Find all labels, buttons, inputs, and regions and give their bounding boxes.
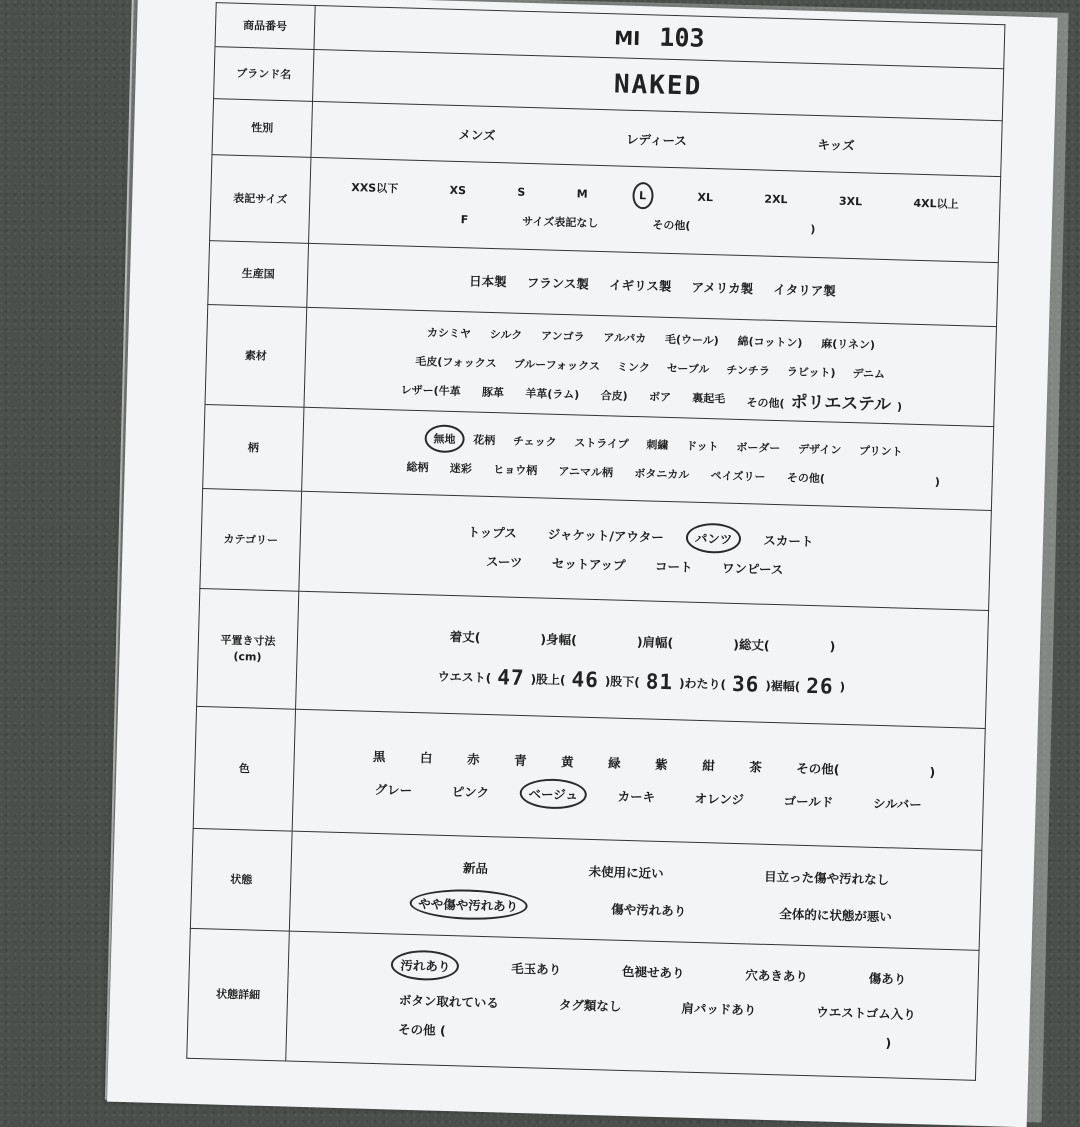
product-number-label: 商品番号 <box>215 3 315 50</box>
material-option: ボア <box>648 389 672 404</box>
material-option: ラビット) <box>786 364 836 380</box>
color-option: ピンク <box>451 784 490 801</box>
color-options <box>292 709 985 850</box>
material-option: アルパカ <box>603 330 647 345</box>
material-option: 毛皮(フォックス <box>415 354 497 370</box>
measure-close: ) <box>829 638 836 654</box>
color-option: シルバー <box>872 795 922 813</box>
material-option: レザー(牛革 <box>400 382 461 398</box>
gender-option: キッズ <box>817 136 855 153</box>
size-option: F <box>460 212 469 226</box>
condition-detail-label: 状態詳細 <box>187 928 290 1061</box>
measure-length: 着丈( <box>449 628 481 645</box>
condition-detail-option: 穴あきあり <box>745 966 809 984</box>
category-option: セットアップ <box>551 555 626 573</box>
material-option: ミンク <box>616 360 650 374</box>
form-sheet <box>107 0 1058 1127</box>
inseam-label: )股下( <box>604 673 640 689</box>
inseam-value: 81 <box>645 669 674 695</box>
rise-label: )股上( <box>530 671 566 687</box>
color-option: オレンジ <box>694 790 745 808</box>
pattern-option: ボーダー <box>736 440 781 456</box>
category-option-selected: パンツ <box>694 530 733 547</box>
material-label: 素材 <box>205 305 307 408</box>
measure-total-length: )総丈( <box>733 636 770 653</box>
material-option: シルク <box>489 327 523 342</box>
waist-value: 47 <box>496 665 525 691</box>
condition-detail-option: 毛玉あり <box>511 960 562 977</box>
pants-measurements <box>298 660 985 703</box>
material-option: 合皮) <box>600 388 628 403</box>
material-other: その他( ポリエステル ) <box>746 392 903 416</box>
condition-detail-other: その他 () <box>397 1021 892 1051</box>
size-label: 表記サイズ <box>210 155 311 244</box>
product-form <box>186 2 1005 1081</box>
size-option: 4XL以上 <box>913 196 959 211</box>
country-option: 日本製 <box>468 272 507 289</box>
material-option: 豚革 <box>481 385 505 399</box>
color-option: 紫 <box>654 756 668 773</box>
pattern-option: 迷彩 <box>449 461 473 476</box>
color-option: 紺 <box>702 758 715 774</box>
condition-detail-option: 肩パッドあり <box>681 1000 757 1018</box>
measurements-fields <box>296 591 989 728</box>
waist-label: ウエスト( <box>437 669 492 685</box>
pattern-option: デザイン <box>797 442 842 457</box>
condition-detail-option: 色褪せあり <box>621 963 685 981</box>
thigh-label: )わたり( <box>678 675 727 692</box>
category-option: ワンピース <box>721 560 784 578</box>
color-label: 色 <box>193 706 295 831</box>
measure-width: )身幅( <box>540 630 578 648</box>
condition-option-selected: やや傷や汚れあり <box>418 896 519 914</box>
country-option: アメリカ製 <box>691 279 754 296</box>
pattern-other: その他( ) <box>786 471 941 489</box>
hem-label: )裾幅( <box>765 678 801 694</box>
size-option: S <box>517 185 526 199</box>
material-option: ブルーフォックス <box>513 357 601 373</box>
thigh-value: 36 <box>731 671 760 697</box>
pattern-option: アニマル柄 <box>558 464 614 480</box>
size-other: その他( ) <box>652 218 816 237</box>
product-number-handwritten: 103 <box>658 22 705 53</box>
product-number-printed: MI <box>613 27 641 51</box>
category-option: トップス <box>467 524 517 541</box>
pattern-option: 総柄 <box>406 460 429 475</box>
hem-value: 26 <box>805 673 834 699</box>
color-option: カーキ <box>617 788 656 805</box>
color-option: 緑 <box>607 755 621 771</box>
condition-options <box>289 831 982 950</box>
material-option: 羊革(ラム) <box>525 386 580 401</box>
condition-label: 状態 <box>190 828 292 931</box>
condition-option: 目立った傷や汚れなし <box>763 868 890 888</box>
color-option: グレー <box>374 781 413 798</box>
color-option: 白 <box>419 750 433 766</box>
color-option: 黒 <box>372 748 386 765</box>
color-option-selected: ベージュ <box>528 786 579 803</box>
category-option: ジャケット/アウター <box>547 526 664 545</box>
condition-detail-option: ウエストゴム入り <box>816 1003 916 1022</box>
size-option: サイズ表記なし <box>522 214 599 230</box>
gender-option: レディース <box>625 131 688 148</box>
measurements-label: 平置き寸法 (cm) <box>197 588 299 709</box>
size-option: M <box>576 186 588 201</box>
condition-detail-options <box>286 931 979 1080</box>
brand-handwritten: NAKED <box>613 68 703 102</box>
color-option: 青 <box>513 752 527 769</box>
gender-label: 性別 <box>212 99 313 158</box>
category-option: スーツ <box>485 553 523 570</box>
brand-label: ブランド名 <box>214 47 314 102</box>
pattern-option: チェック <box>512 434 557 449</box>
pattern-option: ペイズリー <box>710 469 766 484</box>
material-option: デニム <box>852 366 886 381</box>
condition-option: 全体的に状態が悪い <box>779 906 893 925</box>
measure-end: ) <box>839 679 846 695</box>
measure-shoulder: )肩幅( <box>636 633 674 650</box>
size-option: XL <box>697 190 714 204</box>
material-option: カシミヤ <box>426 325 472 340</box>
pattern-label: 柄 <box>203 405 304 492</box>
category-option: コート <box>654 558 693 575</box>
country-option: フランス製 <box>526 274 590 292</box>
rise-value: 46 <box>571 667 600 693</box>
category-options <box>299 491 992 610</box>
color-option: 黄 <box>560 754 574 770</box>
pattern-option: 刺繍 <box>646 438 669 452</box>
pattern-option-selected: 無地 <box>433 432 456 447</box>
category-option: スカート <box>763 532 814 550</box>
pattern-option: ボタニカル <box>634 467 690 482</box>
country-option: イギリス製 <box>608 276 672 294</box>
country-label: 生産国 <box>208 241 309 308</box>
size-option: XXS以下 <box>351 181 399 196</box>
material-other-handwritten: ポリエステル <box>790 392 892 416</box>
country-option: イタリア製 <box>773 281 836 299</box>
condition-detail-option: ボタン取れている <box>398 992 500 1010</box>
pattern-option: ストライプ <box>574 436 629 451</box>
condition-detail-option-selected: 汚れあり <box>400 957 451 974</box>
pattern-option: プリント <box>858 444 903 459</box>
size-option: 2XL <box>764 192 788 206</box>
color-option: ゴールド <box>783 793 834 810</box>
pattern-option: ドット <box>685 439 719 454</box>
color-other: その他( ) <box>796 760 936 780</box>
material-option: アンゴラ <box>540 328 585 344</box>
size-option-selected: L <box>638 188 647 202</box>
condition-option: 未使用に近い <box>588 863 664 882</box>
condition-option: 傷や汚れあり <box>611 901 687 919</box>
material-option: 裏起毛 <box>692 391 726 406</box>
size-option: 3XL <box>838 194 863 208</box>
gender-option: メンズ <box>458 126 496 143</box>
material-options <box>304 307 997 426</box>
color-option: 茶 <box>749 759 762 775</box>
color-option: 赤 <box>466 751 480 767</box>
condition-option: 新品 <box>462 860 489 877</box>
material-option: 毛(ウール) <box>664 332 719 347</box>
category-label: カテゴリー <box>200 488 302 591</box>
material-option: 麻(リネン) <box>821 336 876 352</box>
condition-detail-option: 傷あり <box>868 970 907 987</box>
pattern-option: 花柄 <box>473 433 496 448</box>
condition-detail-option: タグ類なし <box>558 996 622 1014</box>
pattern-option: ヒョウ柄 <box>493 463 538 478</box>
material-option: 綿(コットン) <box>737 334 803 350</box>
material-option: チンチラ <box>726 363 771 378</box>
material-option: セーブル <box>666 361 710 376</box>
size-option: XS <box>449 183 467 197</box>
